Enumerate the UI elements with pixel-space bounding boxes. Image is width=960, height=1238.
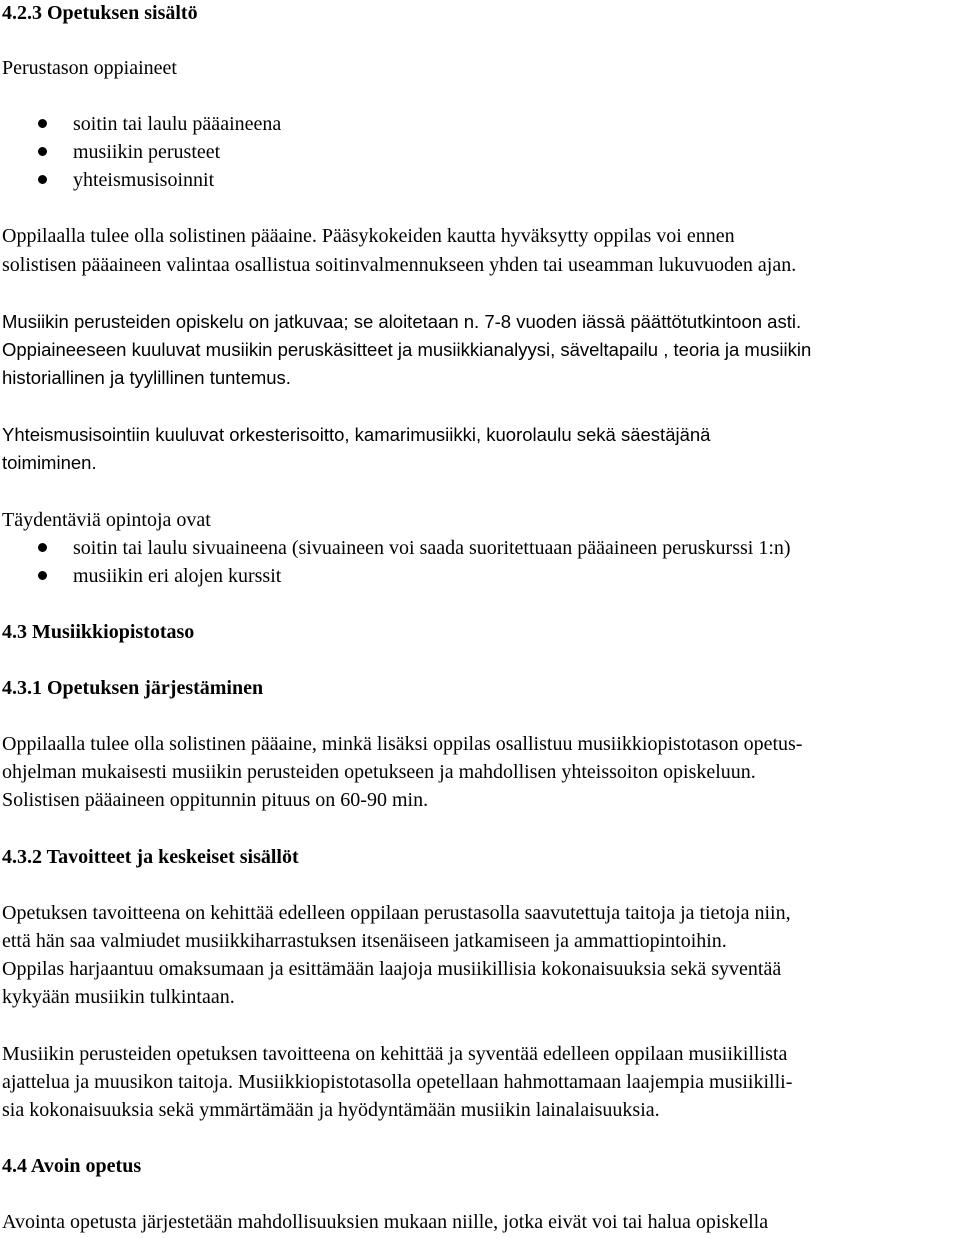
paragraph-line: Musiikin perusteiden opetuksen tavoitteena on kehittää ja syventää edelleen oppilaan musiikillista	[2, 1043, 788, 1065]
paragraph-line: historiallinen ja tyylillinen tuntemus.	[2, 367, 291, 388]
paragraph-line: Opetuksen tavoitteena on kehittää edelleen oppilaan perustasolla saavutettuja taitoja ja tietoja niin,	[2, 902, 791, 924]
paragraph-line: Musiikin perusteiden opiskelu on jatkuvaa; se aloitetaan n. 7-8 vuoden iässä päättötutkintoon asti.	[2, 311, 802, 332]
paragraph-line: kykyään musiikin tulkintaan.	[2, 986, 235, 1008]
list-item	[73, 110, 281, 138]
list-item-text: musiikin eri alojen kurssit	[73, 565, 282, 587]
paragraph-line: Oppilaalla tulee olla solistinen pääaine, minkä lisäksi oppilas osallistuu musiikkiopistotason opetus-	[2, 733, 803, 755]
list-item	[73, 562, 281, 590]
paragraph-line: ohjelman mukaisesti musiikin perusteiden opetukseen ja mahdollisen yhteissoiton opiskeluun.	[2, 761, 756, 783]
paragraph-line: toimiminen.	[2, 452, 97, 473]
paragraph-line: Täydentäviä opintoja ovat	[2, 509, 211, 531]
paragraph-line: sia kokonaisuuksia sekä ymmärtämään ja hyödyntämään musiikin lainalaisuuksia.	[2, 1099, 660, 1121]
bullet-icon	[38, 119, 47, 128]
list-item	[73, 166, 214, 194]
section-heading: 4.3.2 Tavoitteet ja keskeiset sisällöt	[2, 846, 299, 868]
list-item-text: yhteismusisoinnit	[73, 169, 215, 191]
subheading: Perustason oppiaineet	[2, 57, 177, 79]
list-item-text: soitin tai laulu sivuaineena (sivuaineen voi saada suoritettuaan pääaineen peruskurssi 1:n)	[73, 537, 791, 559]
section-heading: 4.3 Musiikkiopistotaso	[2, 621, 195, 643]
paragraph-line: Solistisen pääaineen oppitunnin pituus on 60-90 min.	[2, 789, 429, 811]
paragraph-line: solistisen pääaineen valintaa osallistua soitinvalmennukseen yhden tai useamman lukuvuoden ajan.	[2, 254, 797, 276]
bullet-icon	[38, 147, 47, 156]
paragraph-line: Oppilaalla tulee olla solistinen pääaine. Pääsykokeiden kautta hyväksytty oppilas voi ennen	[2, 225, 735, 247]
section-heading: 4.4 Avoin opetus	[2, 1155, 142, 1177]
list-item	[73, 534, 791, 562]
bullet-icon	[38, 571, 47, 580]
paragraph-line: Avointa opetusta järjestetään mahdollisuuksien mukaan niille, jotka eivät voi tai halua opiskella	[2, 1211, 769, 1233]
paragraph-line: Oppilas harjaantuu omaksumaan ja esittämään laajoja musiikillisia kokonaisuuksia sekä syventää	[2, 958, 782, 980]
section-heading: 4.2.3 Opetuksen sisältö	[2, 2, 198, 24]
paragraph-line: Oppiaineeseen kuuluvat musiikin peruskäsitteet ja musiikkianalyysi, säveltapailu , teoria ja musiikin	[2, 339, 812, 360]
paragraph-line: ajattelua ja muusikon taitoja. Musiikkiopistotasolla opetellaan hahmottamaan laajempia musiikilli-	[2, 1071, 793, 1093]
list-item-text: soitin tai laulu pääaineena	[73, 113, 282, 135]
list-item-text: musiikin perusteet	[73, 141, 221, 163]
paragraph-line: että hän saa valmiudet musiikkiharrastuksen itsenäiseen jatkamiseen ja ammattiopintoihin.	[2, 930, 727, 952]
paragraph-line: Yhteismusisointiin kuuluvat orkesterisoitto, kamarimusiikki, kuorolaulu sekä säestäjänä	[2, 424, 711, 445]
section-heading: 4.3.1 Opetuksen järjestäminen	[2, 677, 264, 699]
list-item	[73, 138, 220, 166]
bullet-icon	[38, 543, 47, 552]
bullet-icon	[38, 175, 47, 184]
